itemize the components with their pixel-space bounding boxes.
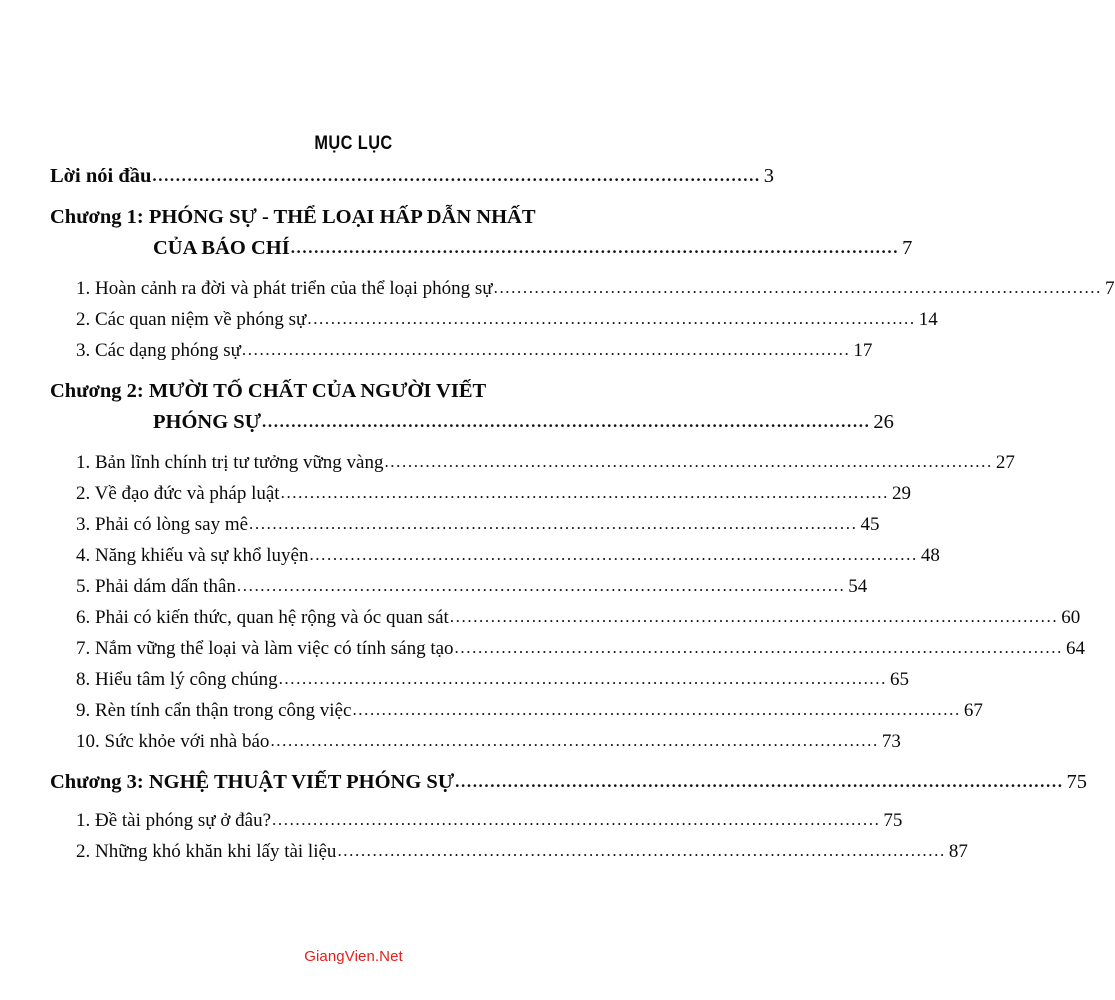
toc-page-number: 87 — [948, 841, 968, 862]
toc-item-entry[interactable] — [50, 700, 983, 732]
toc-item-entry[interactable] — [50, 545, 940, 577]
dot-leader — [237, 577, 845, 594]
dot-leader — [291, 239, 899, 256]
dot-leader — [281, 484, 889, 501]
toc-entry-label: 1. Hoàn cảnh ra đời và phát triển của thể loại phóng sự — [76, 278, 493, 299]
toc-entry-label-continued: CỦA BÁO CHÍ — [153, 237, 290, 259]
toc-page-number: 3 — [763, 165, 775, 187]
toc-page-number: 29 — [892, 483, 911, 504]
toc-entry-label: 3. Các dạng phóng sự — [76, 340, 241, 361]
table-of-contents — [50, 165, 1115, 873]
toc-entry-label: 8. Hiểu tâm lý công chúng — [76, 669, 278, 690]
dot-leader — [279, 670, 887, 687]
toc-page-number: 7 — [1105, 278, 1115, 299]
toc-page-number: 14 — [918, 309, 938, 330]
dot-leader — [450, 608, 1058, 625]
dot-leader — [384, 453, 992, 470]
dot-leader — [455, 639, 1063, 656]
page-title: MỤC LỤC — [314, 133, 393, 154]
dot-leader — [307, 310, 915, 327]
toc-page-number: 67 — [963, 700, 983, 721]
dot-leader — [249, 515, 857, 532]
toc-item-entry[interactable] — [50, 514, 880, 546]
dot-leader — [242, 341, 850, 358]
toc-page-number: 7 — [902, 237, 913, 259]
toc-entry-label: 2. Những khó khăn khi lấy tài liệu — [76, 841, 337, 862]
toc-page-number: 45 — [860, 514, 880, 535]
watermark: GiangVien.Net — [304, 948, 403, 965]
toc-page-number: 17 — [853, 340, 873, 361]
toc-item-entry[interactable] — [50, 841, 968, 873]
toc-page-number: 64 — [1065, 638, 1085, 659]
toc-chapter-entry-continuation[interactable] — [50, 411, 894, 446]
dot-leader — [262, 413, 870, 430]
toc-entry-label: Chương 1: PHÓNG SỰ - THỂ LOẠI HẤP DẪN NHẤT — [50, 206, 536, 228]
toc-item-entry[interactable] — [50, 340, 873, 372]
toc-entry-label: 9. Rèn tính cẩn thận trong công việc — [76, 700, 352, 721]
toc-chapter-entry[interactable] — [50, 771, 1088, 804]
dot-leader — [272, 811, 880, 828]
toc-item-entry[interactable] — [50, 731, 901, 763]
toc-item-entry[interactable] — [50, 483, 911, 515]
toc-item-entry[interactable] — [50, 309, 938, 341]
toc-page-number: 75 — [883, 810, 903, 831]
toc-entry-label: 10. Sức khỏe với nhà báo — [76, 731, 270, 752]
toc-entry-label: 4. Năng khiếu và sự khổ luyện — [76, 545, 309, 566]
toc-item-entry[interactable] — [50, 638, 1085, 670]
toc-entry-label: 1. Đề tài phóng sự ở đâu? — [76, 810, 272, 831]
toc-entry-label: 3. Phải có lòng say mê — [76, 514, 249, 535]
toc-entry-label: 2. Về đạo đức và pháp luật — [76, 483, 280, 504]
toc-page-number: 73 — [881, 731, 901, 752]
dot-leader — [152, 167, 760, 184]
toc-entry-label: 6. Phải có kiến thức, quan hệ rộng và óc quan sát — [76, 607, 449, 628]
toc-page-number: 48 — [920, 545, 940, 566]
toc-entry-label-continued: PHÓNG SỰ — [153, 411, 262, 433]
toc-chapter-entry[interactable] — [50, 165, 775, 198]
toc-item-entry[interactable] — [50, 278, 1115, 310]
dot-leader — [352, 701, 960, 718]
toc-entry-label: 5. Phải dám dấn thân — [76, 576, 236, 597]
toc-item-entry[interactable] — [50, 669, 909, 701]
toc-entry-label: Chương 2: MƯỜI TỐ CHẤT CỦA NGƯỜI VIẾT — [50, 380, 487, 402]
toc-page-number: 65 — [889, 669, 909, 690]
dot-leader — [337, 842, 945, 859]
toc-chapter-entry[interactable] — [50, 207, 633, 238]
toc-item-entry[interactable] — [50, 607, 1081, 639]
toc-page-number: 54 — [848, 576, 868, 597]
dot-leader — [270, 732, 878, 749]
toc-page-number: 75 — [1066, 771, 1088, 793]
toc-page-number: 60 — [1061, 607, 1081, 628]
toc-entry-label: 1. Bản lĩnh chính trị tư tưởng vững vàng — [76, 452, 384, 473]
toc-item-entry[interactable] — [50, 810, 903, 842]
toc-item-entry[interactable] — [50, 452, 1015, 484]
toc-chapter-entry-continuation[interactable] — [50, 237, 913, 272]
toc-chapter-entry[interactable] — [50, 381, 633, 412]
toc-page-number: 27 — [995, 452, 1015, 473]
toc-entry-label: 7. Nắm vững thể loại và làm việc có tính sáng tạo — [76, 638, 454, 659]
toc-entry-label: Chương 3: NGHỆ THUẬT VIẾT PHÓNG SỰ — [50, 771, 455, 793]
toc-entry-label: 2. Các quan niệm về phóng sự — [76, 309, 307, 330]
dot-leader — [309, 546, 917, 563]
dot-leader — [455, 773, 1063, 790]
toc-entry-label: Lời nói đầu — [50, 165, 152, 187]
dot-leader — [494, 279, 1102, 296]
toc-page-number: 26 — [873, 411, 894, 433]
toc-item-entry[interactable] — [50, 576, 868, 608]
